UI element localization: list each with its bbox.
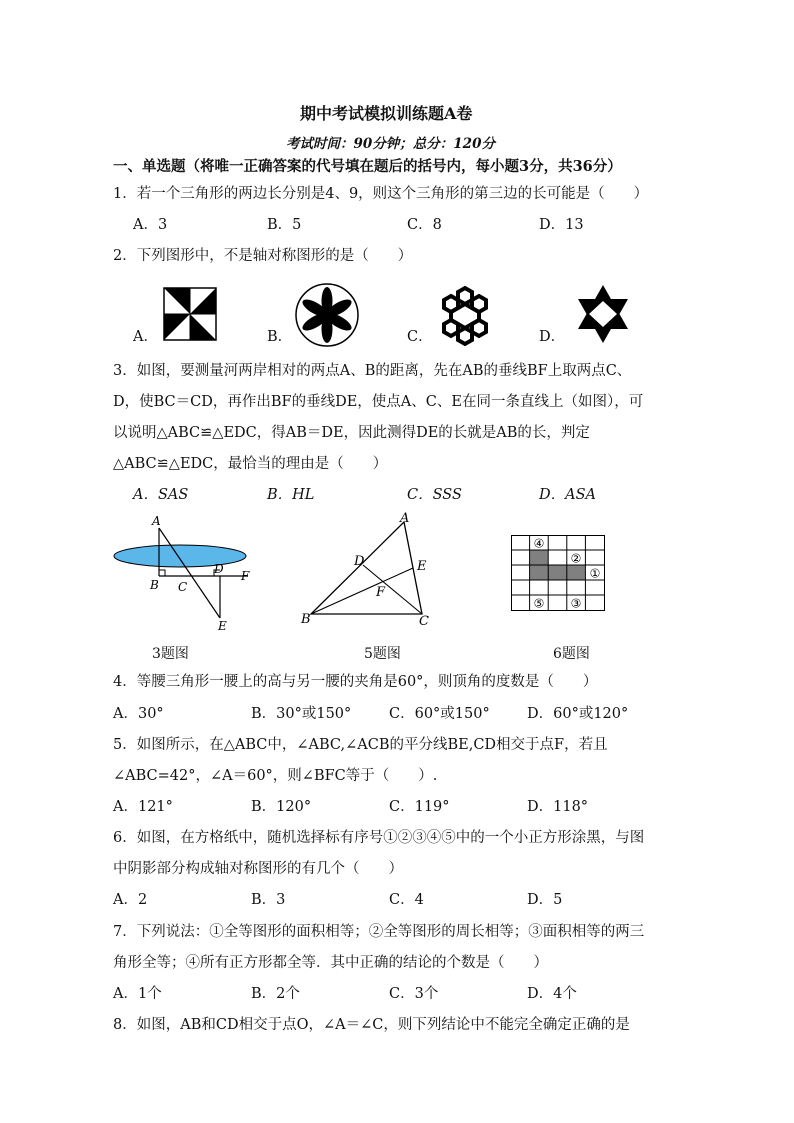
q4-option-c: C．60°或150° bbox=[389, 706, 490, 722]
flower-figure bbox=[294, 282, 360, 348]
q3-stem-line1: 3．如图，要测量河两岸相对的两点A、B的距离，先在AB的垂线BF上取两点C、 bbox=[113, 363, 632, 379]
q3-option-a: A．SAS bbox=[133, 487, 189, 503]
fig3-caption: 3题图 bbox=[152, 646, 189, 662]
q5-option-a: A．121° bbox=[113, 799, 173, 815]
fig3-point-b: B bbox=[150, 578, 159, 592]
fig5-point-e: E bbox=[417, 559, 427, 574]
fig5-point-d: D bbox=[354, 554, 365, 569]
q7-option-a: A．1个 bbox=[113, 986, 162, 1002]
q2-option-b: B． bbox=[267, 329, 293, 345]
hexagon-ring-figure bbox=[433, 285, 497, 347]
triangle-bisector-figure bbox=[296, 510, 440, 632]
q4-option-b: B．30°或150° bbox=[251, 706, 352, 722]
q6-option-d: D．5 bbox=[527, 892, 563, 908]
q6-option-b: B．3 bbox=[251, 892, 286, 908]
fig3-point-e: E bbox=[218, 619, 227, 633]
section-heading: 一、单选题（将唯一正确答案的代号填在题后的括号内，每小题3分，共36分） bbox=[113, 158, 622, 175]
grid-figure bbox=[511, 535, 605, 611]
q8-stem: 8．如图，AB和CD相交于点O，∠A＝∠C，则下列结论中不能完全确定正确的是 bbox=[113, 1017, 630, 1033]
q3-option-c: C．SSS bbox=[407, 487, 462, 503]
q4-option-d: D．60°或120° bbox=[527, 706, 629, 722]
q3-option-b: B．HL bbox=[267, 487, 315, 503]
q5-option-d: D．118° bbox=[527, 799, 589, 815]
fig3-point-a: A bbox=[152, 514, 161, 528]
q3-option-d: D．ASA bbox=[539, 487, 597, 503]
fig3-point-f: F bbox=[241, 569, 250, 583]
fig3-point-c: C bbox=[178, 580, 188, 594]
fig6-mark-2: ② bbox=[570, 551, 582, 566]
q1-option-d: D．13 bbox=[539, 217, 584, 233]
fig5-point-a: A bbox=[400, 511, 410, 526]
q2-option-c: C． bbox=[407, 329, 433, 345]
fig6-mark-1: ① bbox=[589, 566, 601, 581]
q6-option-c: C．4 bbox=[389, 892, 424, 908]
six-point-star-figure bbox=[574, 283, 632, 345]
fig6-mark-5: ⑤ bbox=[533, 596, 545, 611]
q4-stem: 4．等腰三角形一腰上的高与另一腰的夹角是60°，则顶角的度数是（ ） bbox=[113, 674, 598, 690]
q7-option-c: C．3个 bbox=[389, 986, 439, 1002]
fig5-point-f: F bbox=[376, 585, 386, 600]
q3-stem-line4: △ABC≌△EDC，最恰当的理由是（ ） bbox=[113, 456, 388, 472]
fig3-point-d: D bbox=[214, 562, 224, 576]
q2-stem: 2．下列图形中，不是轴对称图形的是（ ） bbox=[113, 248, 413, 264]
q1-option-b: B．5 bbox=[267, 217, 302, 233]
q7-option-b: B．2个 bbox=[251, 986, 300, 1002]
fig6-mark-4: ④ bbox=[533, 536, 545, 551]
fig5-caption: 5题图 bbox=[364, 646, 401, 662]
q6-option-a: A．2 bbox=[113, 892, 148, 908]
fig5-point-c: C bbox=[419, 614, 429, 629]
q5-option-b: B．120° bbox=[251, 799, 312, 815]
q7-stem-line2: 角形全等；④所有正方形都全等．其中正确的结论的个数是（ ） bbox=[113, 955, 548, 971]
fig6-caption: 6题图 bbox=[553, 646, 590, 662]
q7-stem-line1: 7．下列说法：①全等图形的面积相等；②全等图形的周长相等；③面积相等的两三 bbox=[113, 924, 645, 940]
page-title: 期中考试模拟训练题A卷 bbox=[300, 104, 473, 123]
q1-stem: 1．若一个三角形的两边长分别是4、9，则这个三角形的第三边的长可能是（ ） bbox=[113, 186, 649, 202]
q5-option-c: C．119° bbox=[389, 799, 450, 815]
q2-option-a: A． bbox=[133, 329, 158, 345]
q2-option-d: D． bbox=[539, 329, 566, 345]
q4-option-a: A．30° bbox=[113, 706, 164, 722]
river-figure bbox=[108, 512, 258, 634]
fig5-point-b: B bbox=[301, 612, 311, 627]
q6-stem-line2: 中阴影部分构成轴对称图形的有几个（ ） bbox=[113, 861, 403, 877]
q1-option-a: A．3 bbox=[133, 217, 168, 233]
fig6-mark-3: ③ bbox=[570, 596, 582, 611]
q5-stem-line1: 5．如图所示，在△ABC中，∠ABC,∠ACB的平分线BE,CD相交于点F，若且 bbox=[113, 737, 608, 753]
q6-stem-line1: 6．如图，在方格纸中，随机选择标有序号①②③④⑤中的一个小正方形涂黑，与图 bbox=[113, 830, 645, 846]
q3-stem-line2: D，使BC＝CD，再作出BF的垂线DE，使点A、C、E在同一条直线上（如图），可 bbox=[113, 394, 644, 410]
q1-option-c: C．8 bbox=[407, 217, 442, 233]
pinwheel-figure bbox=[163, 287, 217, 341]
q5-stem-line2: ∠ABC=42°，∠A＝60°，则∠BFC等于（ ）. bbox=[113, 768, 438, 784]
exam-info: 考试时间：90分钟；总分：120分 bbox=[286, 136, 495, 152]
q7-option-d: D．4个 bbox=[527, 986, 577, 1002]
q3-stem-line3: 以说明△ABC≌△EDC，得AB＝DE，因此测得DE的长就是AB的长，判定 bbox=[113, 425, 590, 441]
